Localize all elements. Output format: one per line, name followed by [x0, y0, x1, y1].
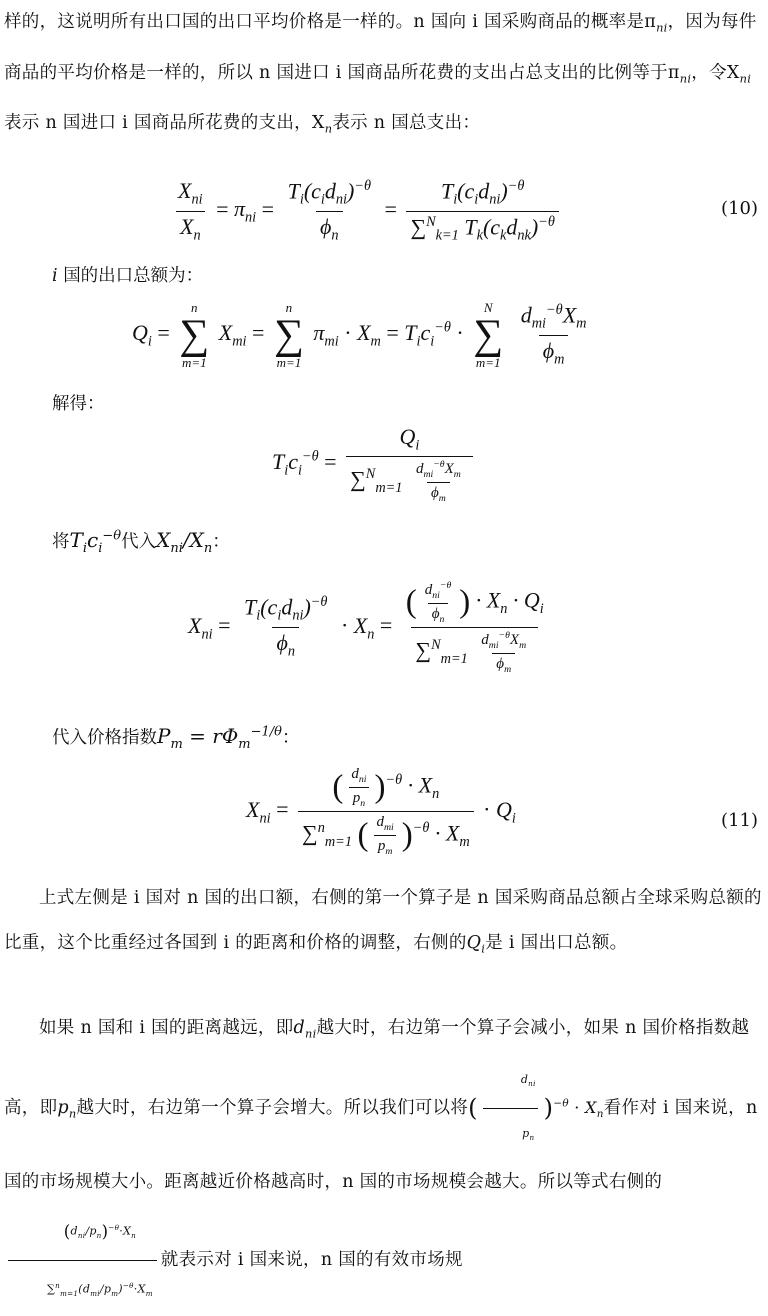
label-export-total-text: 国的出口总额为：: [63, 266, 204, 286]
paragraph-explanation: 上式左侧是 i 国对 n 国的出口额，右侧的第一个算子是 n 国采购商品总额占全球采购总额的比重，这个比重经过各国到 i 的距离和价格的调整，右侧的$Q_i$是 i 国出口总额。: [4, 888, 762, 956]
intro-text-4: 表示 n 国进口 i 国商品所花费的支出，X: [4, 113, 325, 133]
label-export-total: i 国的出口总额为：: [52, 266, 204, 286]
intro-text-2: ，因为每件商品的平均价格是一样的，所以 n 国进口 i 国商品所花费的支出占总支出的比例等于π: [4, 12, 757, 83]
label-solve: 解得：: [52, 394, 105, 414]
paragraph-intro: 样的，这说明所有出口国的出口平均价格是一样的。n 国向 i 国采购商品的概率是$\pi_{ni}$，因为每件商品的平均价格是一样的，所以 n 国进口 i 国商品所花费的支出占总支出的比例等于$\pi_{ni}$，令$X_{ni}$表示 n 国进口 i 国商品所花费的支出，$X_n$表示 n 国总支出：: [4, 12, 757, 136]
intro-text-1: 样的，这说明所有出口国的出口平均价格是一样的。n 国向 i 国采购商品的概率是π: [4, 12, 657, 32]
paragraph-distance: 如果 n 国和 i 国的距离越远，即$d_{ni}$越大时，右边第一个算子会减小，如果 n 国价格指数越高，即$p_n$越大时，右边第一个算子会增大。所以我们可以将( $\frac{d_{ni}}{p_n}$ )$^{-\theta} \cdot X_n$看作对 i 国来说，n 国的市场规模大小。距离越近价格越高时，n 国的市场规模会越大。所以等式右侧的 $\frac{(d_{ni}/p_n)^{-\theta}\cdot X_n}{\sum^n_{m=1}(d_{mi}/p_m)^{-\theta}\cdot X_m}$ 就表示对 i 国来说，n 国的有效市场规: [4, 1006, 764, 1316]
equation-solution: $T_ic_i^{-\theta}$ = $Q_i$ ∑$^N_{m=1}$ $\frac{d_{mi}^{-\theta}X_m}{\phi_m}$: [272, 424, 477, 504]
label-price-index-text: 代入价格指数: [52, 728, 157, 748]
equation-10: $\frac{X_{ni}}{X_n}$ = $\pi_{ni}$ = $\frac{T_i(c_id_{ni})^{-\theta}}{\phi_n}$ = $\frac{T_i(c_id_{ni})^{-\theta}}{\sum^N_{k=1} T_k(c_kd_{nk})^{-\theta}}$: [170, 178, 563, 244]
distance-text-4: 看作对 i 国来说，n 国的市场规模大小。距离越近价格越高时，n 国的市场规模会越大。所以等式右侧的: [4, 1097, 758, 1192]
distance-text-5: 就表示对 i 国来说，n 国的有效市场规: [160, 1249, 463, 1270]
distance-text-1: 如果 n 国和 i 国的距离越远，即: [39, 1018, 294, 1038]
label-into: 将: [52, 532, 70, 552]
equation-xni-substituted: $X_{ni}$ = $\frac{T_i(c_id_{ni})^{-\theta}}{\phi_n}$ · $X_n$ = ( $\frac{d_{ni}^{-\theta}}{\phi_n}$ ) · $X_n \cdot Q_i$ ∑$^N_{m=1}$ $\frac{d_{mi}^{-\theta}X_m}{\phi_m}$: [188, 580, 544, 675]
intro-text-5: 表示 n 国总支出：: [332, 113, 481, 133]
explanation-text: 上式左侧是 i 国对 n 国的出口额，右侧的第一个算子是 n 国采购商品总额占全球采购总额的比重，这个比重经过各国到 i 的距离和价格的调整，右侧的: [4, 888, 762, 953]
intro-sub-n: n: [324, 121, 333, 136]
label-price-index: 代入价格指数$P_m = r\Phi_m^{-1/\theta}$：: [52, 724, 300, 752]
intro-sub-ni: ni: [656, 20, 668, 35]
explanation-tail: 是 i 国出口总额。: [485, 933, 628, 953]
label-substitute: 将$T_ic_i^{-\theta}$代入$X_{ni}/X_n$：: [52, 528, 230, 556]
equation-11: $X_{ni}$ = ( $\frac{d_{ni}}{p_n}$ )$^{-\theta} \cdot X_n$ ∑$^n_{m=1}$ ( $\frac{d_{mi}}{p_m}$ )$^{-\theta} \cdot X_m$ · $Q_i$: [246, 766, 516, 857]
label-substitute-text: 代入: [121, 532, 157, 552]
distance-text-2: 越大时，右边第一个算子会减小，如果 n 国价格指数越高，即: [4, 1018, 750, 1118]
equation-number-11: (11): [721, 810, 758, 831]
distance-text-3: 越大时，右边第一个算子会增大。所以我们可以将: [76, 1097, 469, 1118]
equation-qi: $Q_i$ = n ∑ m=1 $X_{mi}$ = n ∑ m=1 $\pi_{mi} \cdot X_m = T_ic_i^{-\theta}$ · N ∑ m=1 $\frac{d_{mi}^{-\theta}X_m}{\phi_m}$: [132, 300, 587, 370]
intro-text-3: ，令X: [691, 62, 740, 83]
equation-number-10: (10): [721, 198, 758, 219]
